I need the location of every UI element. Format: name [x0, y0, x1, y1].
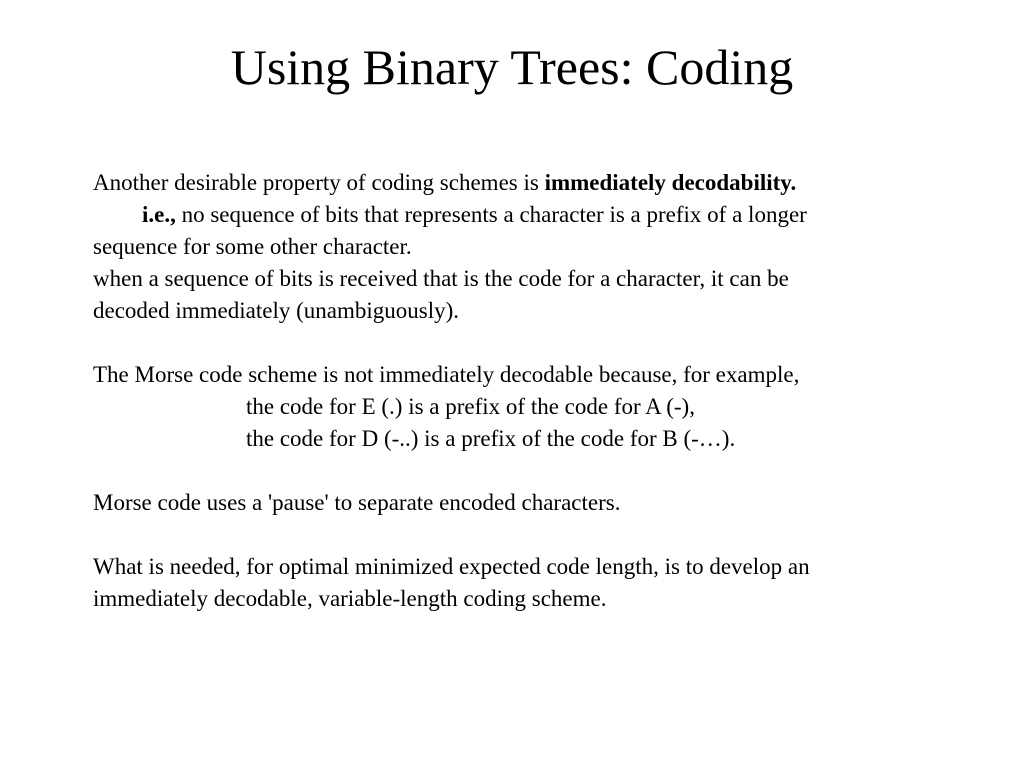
paragraph-4-line-1: What is needed, for optimal minimized expected code length, is to develop an — [93, 554, 810, 579]
paragraph-2-line-3: the code for D (-..) is a prefix of the code for B (-…). — [246, 426, 736, 451]
spacer — [93, 519, 1003, 551]
paragraph-1-line-3: sequence for some other character. — [93, 234, 412, 259]
paragraph-2-line-1: The Morse code scheme is not immediately decodable because, for example, — [93, 362, 800, 387]
text: Another desirable property of coding schemes is — [93, 170, 545, 195]
slide-body — [93, 167, 1003, 615]
spacer — [93, 327, 1003, 359]
paragraph-1-line-2 — [93, 199, 1003, 231]
paragraph-3-line-1: Morse code uses a 'pause' to separate encoded characters. — [93, 490, 621, 515]
bold-term: immediately decodability. — [544, 170, 797, 195]
paragraph-1-line-4: when a sequence of bits is received that is the code for a character, it can be — [93, 266, 789, 291]
bold-term: i.e., — [142, 202, 176, 227]
paragraph-1-line-1 — [93, 167, 1003, 199]
spacer — [93, 455, 1003, 487]
paragraph-1-line-5: decoded immediately (unambiguously). — [93, 298, 459, 323]
slide-title: Using Binary Trees: Coding — [230, 39, 794, 95]
paragraph-4-line-2: immediately decodable, variable-length coding scheme. — [93, 586, 607, 611]
paragraph-2-line-2: the code for E (.) is a prefix of the code for A (-), — [246, 394, 695, 419]
text: no sequence of bits that represents a character is a prefix of a longer — [175, 202, 807, 227]
